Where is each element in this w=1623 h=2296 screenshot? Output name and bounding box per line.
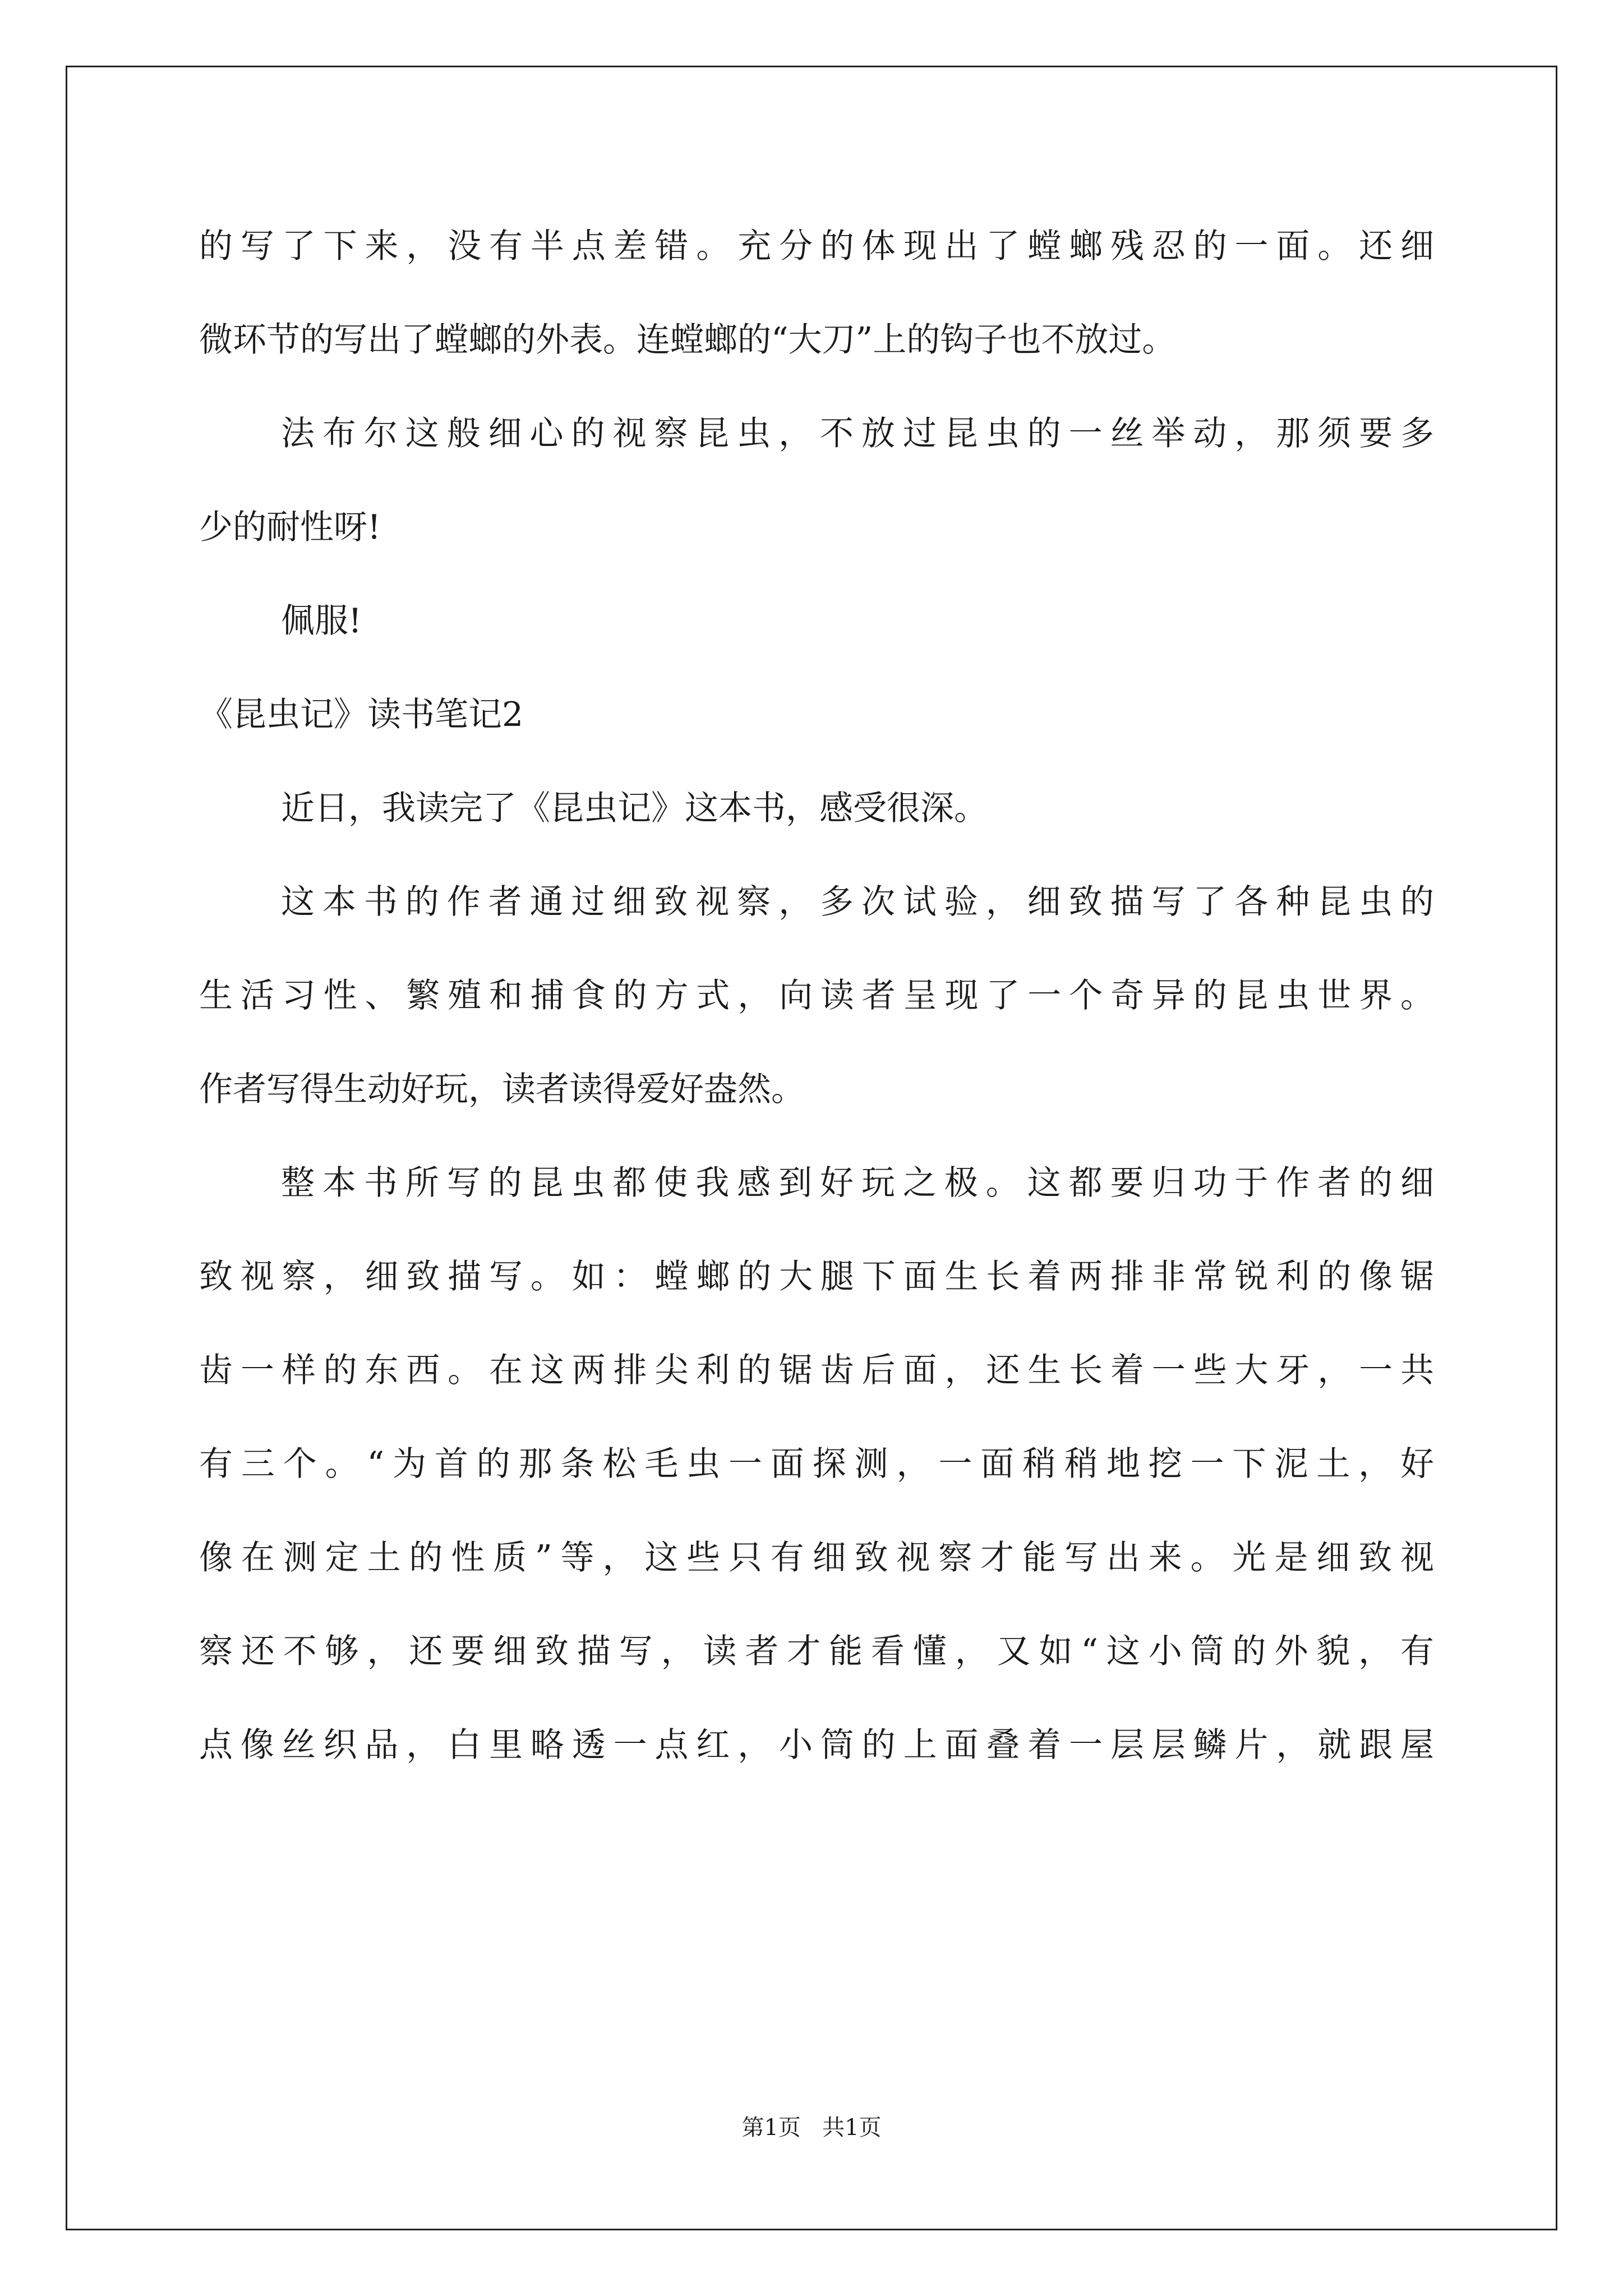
document-body <box>199 222 1434 1814</box>
text-line: 生活习性、繁殖和捕食的方式，向读者呈现了一个奇异的昆虫世界。 <box>199 976 1434 1015</box>
page-number: 第1页 <box>741 2115 801 2141</box>
text-line: 微环节的写出了螳螂的外表。连螳螂的“大刀”上的钩子也不放过。 <box>199 320 1176 360</box>
text-line: 齿一样的东西。在这两排尖利的锯齿后面，还生长着一些大牙，一共 <box>199 1351 1434 1390</box>
text-line: 的写了下来，没有半点差错。充分的体现出了螳螂残忍的一面。还细 <box>199 227 1434 266</box>
text-line: 少的耐性呀! <box>199 508 381 547</box>
text-line: 像在测定土的性质”等，这些只有细致视察才能写出来。光是细致视 <box>199 1538 1434 1577</box>
text-line: 作者写得生动好玩，读者读得爱好盎然。 <box>199 1070 805 1109</box>
text-line: 点像丝织品，白里略透一点红，小筒的上面叠着一层层鳞片，就跟屋 <box>199 1726 1434 1765</box>
page-total: 共1页 <box>822 2115 882 2141</box>
paragraph-line: 近日，我读完了《昆虫记》这本书，感受很深。 <box>281 789 988 828</box>
text-line: 有三个。“为首的那条松毛虫一面探测，一面稍稍地挖一下泥土，好 <box>199 1444 1434 1484</box>
paragraph-line: 佩服! <box>281 601 362 641</box>
page-footer <box>0 2112 1623 2143</box>
section-heading: 《昆虫记》读书笔记2 <box>199 695 524 734</box>
paragraph-start-line: 法布尔这般细心的视察昆虫，不放过昆虫的一丝举动，那须要多 <box>281 414 1434 453</box>
paragraph-start-line: 整本书所写的昆虫都使我感到好玩之极。这都要归功于作者的细 <box>281 1163 1434 1203</box>
text-line: 致视察，细致描写。如：螳螂的大腿下面生长着两排非常锐利的像锯 <box>199 1257 1434 1296</box>
paragraph-start-line: 这本书的作者通过细致视察，多次试验，细致描写了各种昆虫的 <box>281 882 1434 922</box>
text-line: 察还不够，还要细致描写，读者才能看懂，又如“这小筒的外貌，有 <box>199 1632 1434 1671</box>
